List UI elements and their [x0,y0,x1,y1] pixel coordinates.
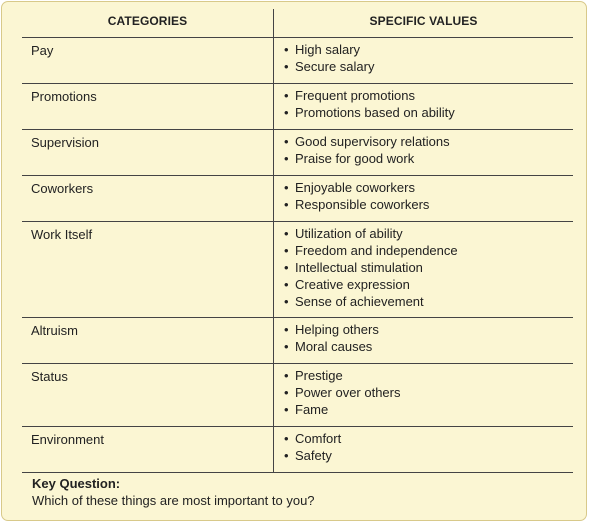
value-item [284,367,573,384]
category-cell: Altruism [22,318,274,363]
bullet-icon: • [284,448,289,463]
bullet-icon: • [284,197,289,212]
values-cell [274,176,573,221]
values-cell [274,427,573,472]
value-item [284,293,573,310]
key-question-text: Which of these things are most important to you? [32,493,315,508]
values-panel [1,1,587,521]
bullet-icon: • [284,180,289,195]
key-question [32,475,315,509]
value-item [284,225,573,242]
bullet-icon: • [284,42,289,57]
value-text: Comfort [295,431,342,446]
value-text: Prestige [295,368,343,383]
value-text: Moral causes [295,339,373,354]
value-text: Creative expression [295,277,410,292]
table-row [22,222,573,318]
values-cell [274,364,573,426]
value-text: Enjoyable coworkers [295,180,415,195]
value-item [284,150,573,167]
value-text: Freedom and independence [295,243,458,258]
value-text: Secure salary [295,59,375,74]
bullet-icon: • [284,322,289,337]
value-item [284,58,573,75]
bullet-icon: • [284,59,289,74]
bullet-icon: • [284,243,289,258]
bullet-icon: • [284,260,289,275]
value-text: High salary [295,42,361,57]
value-item [284,87,573,104]
bullet-icon: • [284,277,289,292]
value-item [284,338,573,355]
value-text: Safety [295,448,332,463]
value-item [284,430,573,447]
category-cell: Coworkers [22,176,274,221]
table-body [22,38,573,473]
category-cell: Supervision [22,130,274,175]
bullet-icon: • [284,368,289,383]
value-item [284,104,573,121]
table-row [22,364,573,427]
value-text: Power over others [295,385,401,400]
value-text: Responsible coworkers [295,197,430,212]
value-item [284,321,573,338]
bullet-icon: • [284,88,289,103]
categories-header: CATEGORIES [22,9,274,37]
values-cell [274,222,573,317]
bullet-icon: • [284,431,289,446]
value-item [284,401,573,418]
category-cell: Work Itself [22,222,274,317]
table-row [22,427,573,473]
value-text: Good supervisory relations [295,134,450,149]
table-header [22,9,573,38]
value-item [284,133,573,150]
table-row [22,38,573,84]
value-item [284,384,573,401]
value-item [284,242,573,259]
category-cell: Status [22,364,274,426]
value-item [284,447,573,464]
value-item [284,196,573,213]
bullet-icon: • [284,226,289,241]
value-text: Fame [295,402,329,417]
values-cell [274,38,573,83]
value-text: Praise for good work [295,151,415,166]
value-text: Helping others [295,322,379,337]
value-item [284,259,573,276]
value-text: Promotions based on ability [295,105,455,120]
table-row [22,130,573,176]
values-cell [274,130,573,175]
bullet-icon: • [284,294,289,309]
table-row [22,176,573,222]
value-text: Frequent promotions [295,88,415,103]
bullet-icon: • [284,151,289,166]
value-item [284,179,573,196]
table-row [22,84,573,130]
value-item [284,41,573,58]
values-cell [274,84,573,129]
table-row [22,318,573,364]
specific-values-header: SPECIFIC VALUES [369,14,478,28]
value-item [284,276,573,293]
bullet-icon: • [284,385,289,400]
key-question-title: Key Question: [32,476,121,491]
value-text: Utilization of ability [295,226,403,241]
values-cell [274,318,573,363]
bullet-icon: • [284,134,289,149]
category-cell: Promotions [22,84,274,129]
bullet-icon: • [284,105,289,120]
category-cell: Environment [22,427,274,472]
value-text: Sense of achievement [295,294,424,309]
category-cell: Pay [22,38,274,83]
values-table [22,9,573,473]
bullet-icon: • [284,402,289,417]
value-text: Intellectual stimulation [295,260,423,275]
bullet-icon: • [284,339,289,354]
